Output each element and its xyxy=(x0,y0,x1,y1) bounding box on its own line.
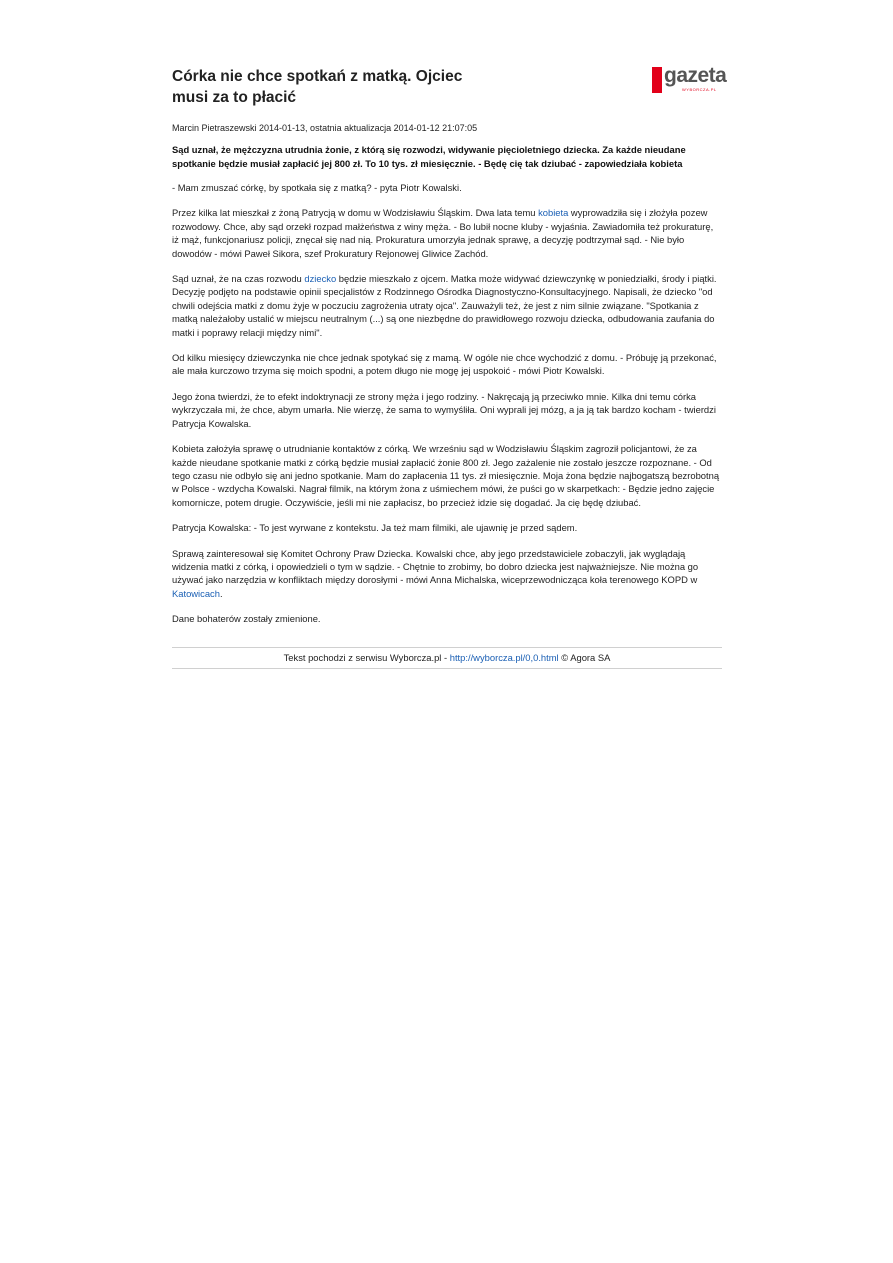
link-dziecko[interactable]: dziecko xyxy=(304,273,337,285)
paragraph-text: wyprowadziła się i złożyła pozew rozwodowy. Chce, aby sąd orzekł rozpad małżeństwa z winy męża. - Bo lubił nocne kluby - wyjaśnia. Zawiadomiła też prokuraturę, iż mąż, funkcjonariusz policji, znęcał się nad nią. Prokuratura umorzyła jednak sprawę, a decyzję podtrzymał sąd. - Nie było dowodów - mówi Paweł Sikora, szef Prokuratury Rejonowej Gliwice Zachód. xyxy=(172,207,714,259)
article-lead: Sąd uznał, że mężczyzna utrudnia żonie, z którą się rozwodzi, widywanie pięcioletniego dziecka. Za każde nieudane spotkanie będzie musiał zapłacić jej 800 zł. To 10 tys. zł miesięcznie. - Będę cię tak dziubać - zapowiedziała kobieta xyxy=(172,144,686,169)
source-footer xyxy=(172,647,722,669)
paragraph-text: Przez kilka lat mieszkał z żoną Patrycją w domu w Wodzisławiu Śląskim. Dwa lata temu xyxy=(172,207,539,219)
article-paragraph-3 xyxy=(172,272,722,339)
article-header xyxy=(172,64,727,110)
paragraph-text: . xyxy=(219,587,223,599)
article-title: Córka nie chce spotkań z matką. Ojciec musi za to płacić xyxy=(172,68,463,106)
article-paragraph-6: Kobieta założyła sprawę o utrudnianie kontaktów z córką. We wrześniu sąd w Wodzisławiu Śląskim zagroził policjantowi, że za każde nieudane spotkanie matki z córką będzie musiał zapłacić żonie 800 zł. Jego zażalenie nie zostało jeszcze rozpoznane. - Od tego czasu nie odbyło się ani jedno spotkanie. Mam do zapłacenia 11 tys. zł miesięcznie. Moja żona będzie najbogatszą bezrobotną w Polsce - wzdycha Kowalski. Nagrał filmik, na którym żona z uśmiechem mówi, że puści go w skarpetkach: - Będzie jedno zajęcie komornicze, potem drugie. Oczywiście, jeśli mi nie zapłacisz, bo przecież idzie się dogadać. Ja cię będę dziubać. xyxy=(172,443,720,508)
article-paragraph-2 xyxy=(172,206,722,260)
article-paragraph-9: Dane bohaterów zostały zmienione. xyxy=(172,613,321,625)
paragraph-text: Sprawą zainteresował się Komitet Ochrony Praw Dziecka. Kowalski chce, aby jego przedstawiciele zobaczyli, jak wyglądają widzenia matki z córką, i opowiedzieli o tym w sądzie. - Chętnie to zrobimy, bo dobro dziecka jest najważniejsze. Nie można go używać jako narzędzia w konfliktach między dorosłymi - mówi Anna Michalska, wiceprzewodnicząca koła terenowego KOPD w xyxy=(172,547,699,586)
article-paragraph-5: Jego żona twierdzi, że to efekt indoktrynacji ze strony męża i jego rodziny. - Nakręcają ją przeciwko mnie. Kilka dni temu córka wykrzyczała mi, że chce, abym umarła. Nie wierzę, że sama to wymyśliła. Oni wyprali jej mózg, a ja ją tak bardzo kocham - twierdzi Patrycja Kowalska. xyxy=(172,390,716,429)
article-paragraph-8 xyxy=(172,547,722,601)
article-paragraph-7: Patrycja Kowalska: - To jest wyrwane z kontekstu. Ja też mam filmiki, ale ujawnię je przed sądem. xyxy=(172,522,578,534)
article-page xyxy=(172,64,727,669)
logo-red-bar xyxy=(652,67,662,93)
footer-prefix: Tekst pochodzi z serwisu Wyborcza.pl - xyxy=(283,651,450,663)
article-paragraph-1: - Mam zmuszać córkę, by spotkała się z matką? - pyta Piotr Kowalski. xyxy=(172,182,462,193)
footer-suffix: © Agora SA xyxy=(558,651,611,663)
footer-link[interactable]: http://wyborcza.pl/0,0.html xyxy=(449,651,559,663)
article-byline: Marcin Pietraszewski 2014-01-13, ostatnia aktualizacja 2014-01-12 21:07:05 xyxy=(172,123,478,133)
gazeta-logo[interactable] xyxy=(652,64,727,92)
paragraph-text: będzie mieszkało z ojcem. Matka może widywać dziewczynkę w poniedziałki, środy i piątki. Decyzję podjęto na podstawie opinii specjalistów z Rodzinnego Ośrodka Diagnostyczno-Konsultacyjnego. Napisali, że dziecko "od chwili odejścia matki z domu żyje w poczuciu zagrożenia utraty ojca". Zauważyli też, że jest z nim silnie związane. "Spotkania z matką należałoby ustalić w miejscu neutralnym (...) są one niezbędne do prawidłowego rozwoju dziecka, odbudowania zaufania do matki i poprawy relacji między nimi". xyxy=(172,273,717,338)
article-paragraph-4: Od kilku miesięcy dziewczynka nie chce jednak spotykać się z mamą. W ogóle nie chce wychodzić z domu. - Próbuję ją przekonać, ale mała kurczowo trzyma się moich spodni, a potem długo nie mogę jej uspokoić - mówi Piotr Kowalski. xyxy=(172,352,717,377)
logo-wordmark: gazeta xyxy=(664,64,727,87)
link-kobieta[interactable]: kobieta xyxy=(538,207,569,219)
logo-subtext: WYBORCZA.PL xyxy=(682,87,717,92)
paragraph-text: Sąd uznał, że na czas rozwodu xyxy=(172,273,305,285)
link-katowicach[interactable]: Katowicach xyxy=(172,587,220,599)
